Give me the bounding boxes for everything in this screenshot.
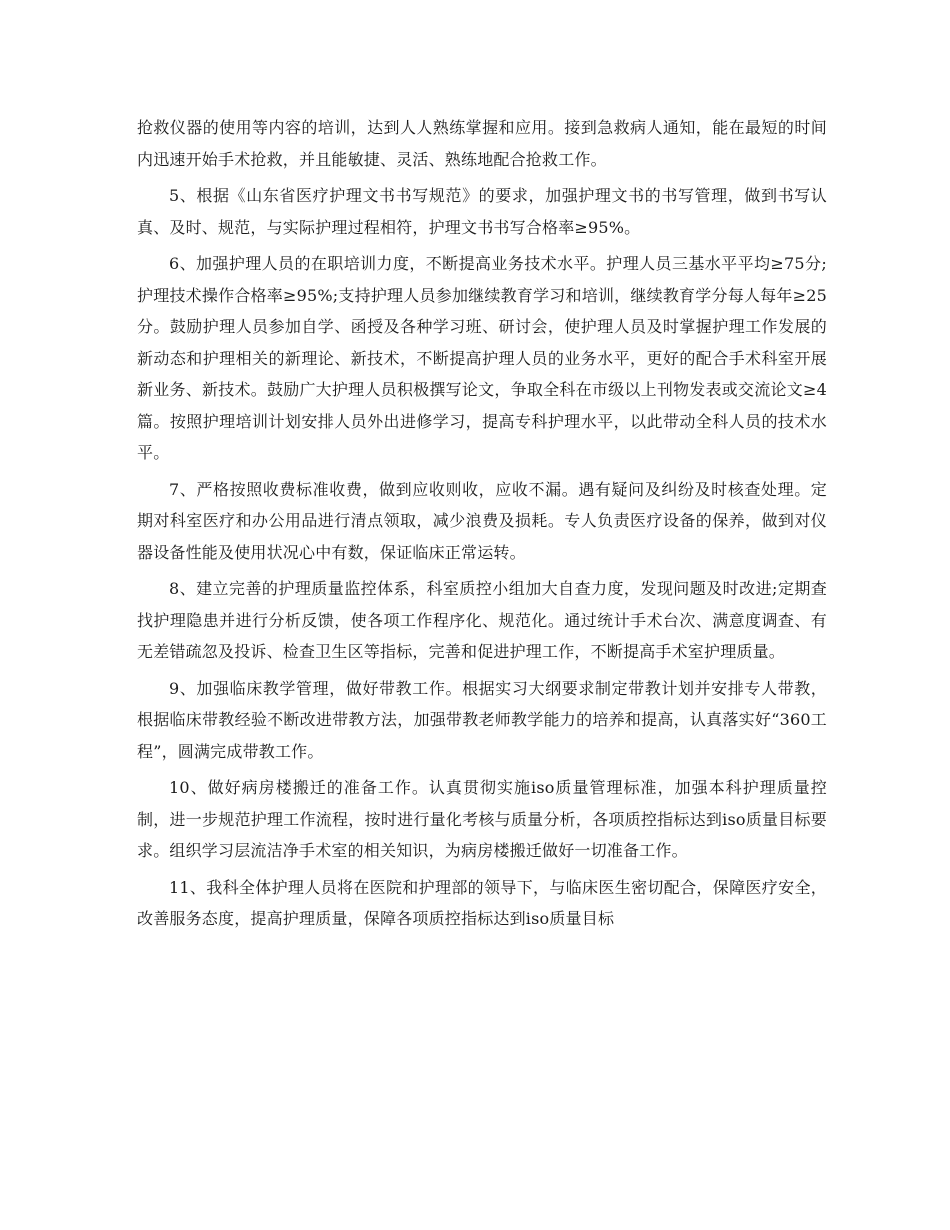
paragraph-item-9: 9、加强临床教学管理，做好带教工作。根据实习大纲要求制定带教计划并安排专人带教，根据临床带教经验不断改进带教方法，加强带教老师教学能力的培养和提高，认真落实好“360工程”，圆满完成带教工作。	[137, 678, 827, 761]
paragraph-item-6: 6、加强护理人员的在职培训力度，不断提高业务技术水平。护理人员三基水平平均≥75分;护理技术操作合格率≥95%;支持护理人员参加继续教育学习和培训，继续教育学分每人每年≥25分。鼓励护理人员参加自学、函授及各种学习班、研讨会，使护理人员及时掌握护理工作发展的新动态和护理相关的新理论、新技术，不断提高护理人员的业务水平，更好的配合手术科室开展新业务、新技术。鼓励广大护理人员积极撰写论文，争取全科在市级以上刊物发表或交流论文≥4篇。按照护理培训计划安排人员外出进修学习，提高专科护理水平，以此带动全科人员的技术水平。	[137, 254, 827, 462]
paragraph-item-10: 10、做好病房楼搬迁的准备工作。认真贯彻实施iso质量管理标准，加强本科护理质量控制，进一步规范护理工作流程，按时进行量化考核与质量分析，各项质控指标达到iso质量目标要求。组织学习层流洁净手术室的相关知识，为病房楼搬迁做好一切准备工作。	[137, 778, 827, 860]
paragraph-continued: 抢救仪器的使用等内容的培训，达到人人熟练掌握和应用。接到急救病人通知，能在最短的时间内迅速开始手术抢救，并且能敏捷、灵活、熟练地配合抢救工作。	[137, 118, 827, 169]
paragraph-item-8: 8、建立完善的护理质量监控体系，科室质控小组加大自查力度，发现问题及时改进;定期查找护理隐患并进行分析反馈，使各项工作程序化、规范化。通过统计手术台次、满意度调查、有无差错疏忽及投诉、检查卫生区等指标，完善和促进护理工作，不断提高手术室护理质量。	[137, 579, 827, 661]
paragraph-item-11: 11、我科全体护理人员将在医院和护理部的领导下，与临床医生密切配合，保障医疗安全，改善服务态度，提高护理质量，保障各项质控指标达到iso质量目标	[137, 877, 827, 928]
paragraph-item-5: 5、根据《山东省医疗护理文书书写规范》的要求，加强护理文书的书写管理，做到书写认真、及时、规范，与实际护理过程相符，护理文书书写合格率≥95%。	[137, 186, 827, 237]
paragraph-item-7: 7、严格按照收费标准收费，做到应收则收，应收不漏。遇有疑问及纠纷及时核查处理。定期对科室医疗和办公用品进行清点领取，减少浪费及损耗。专人负责医疗设备的保养，做到对仪器设备性能及使用状况心中有数，保证临床正常运转。	[137, 479, 827, 562]
document-body	[137, 112, 827, 940]
